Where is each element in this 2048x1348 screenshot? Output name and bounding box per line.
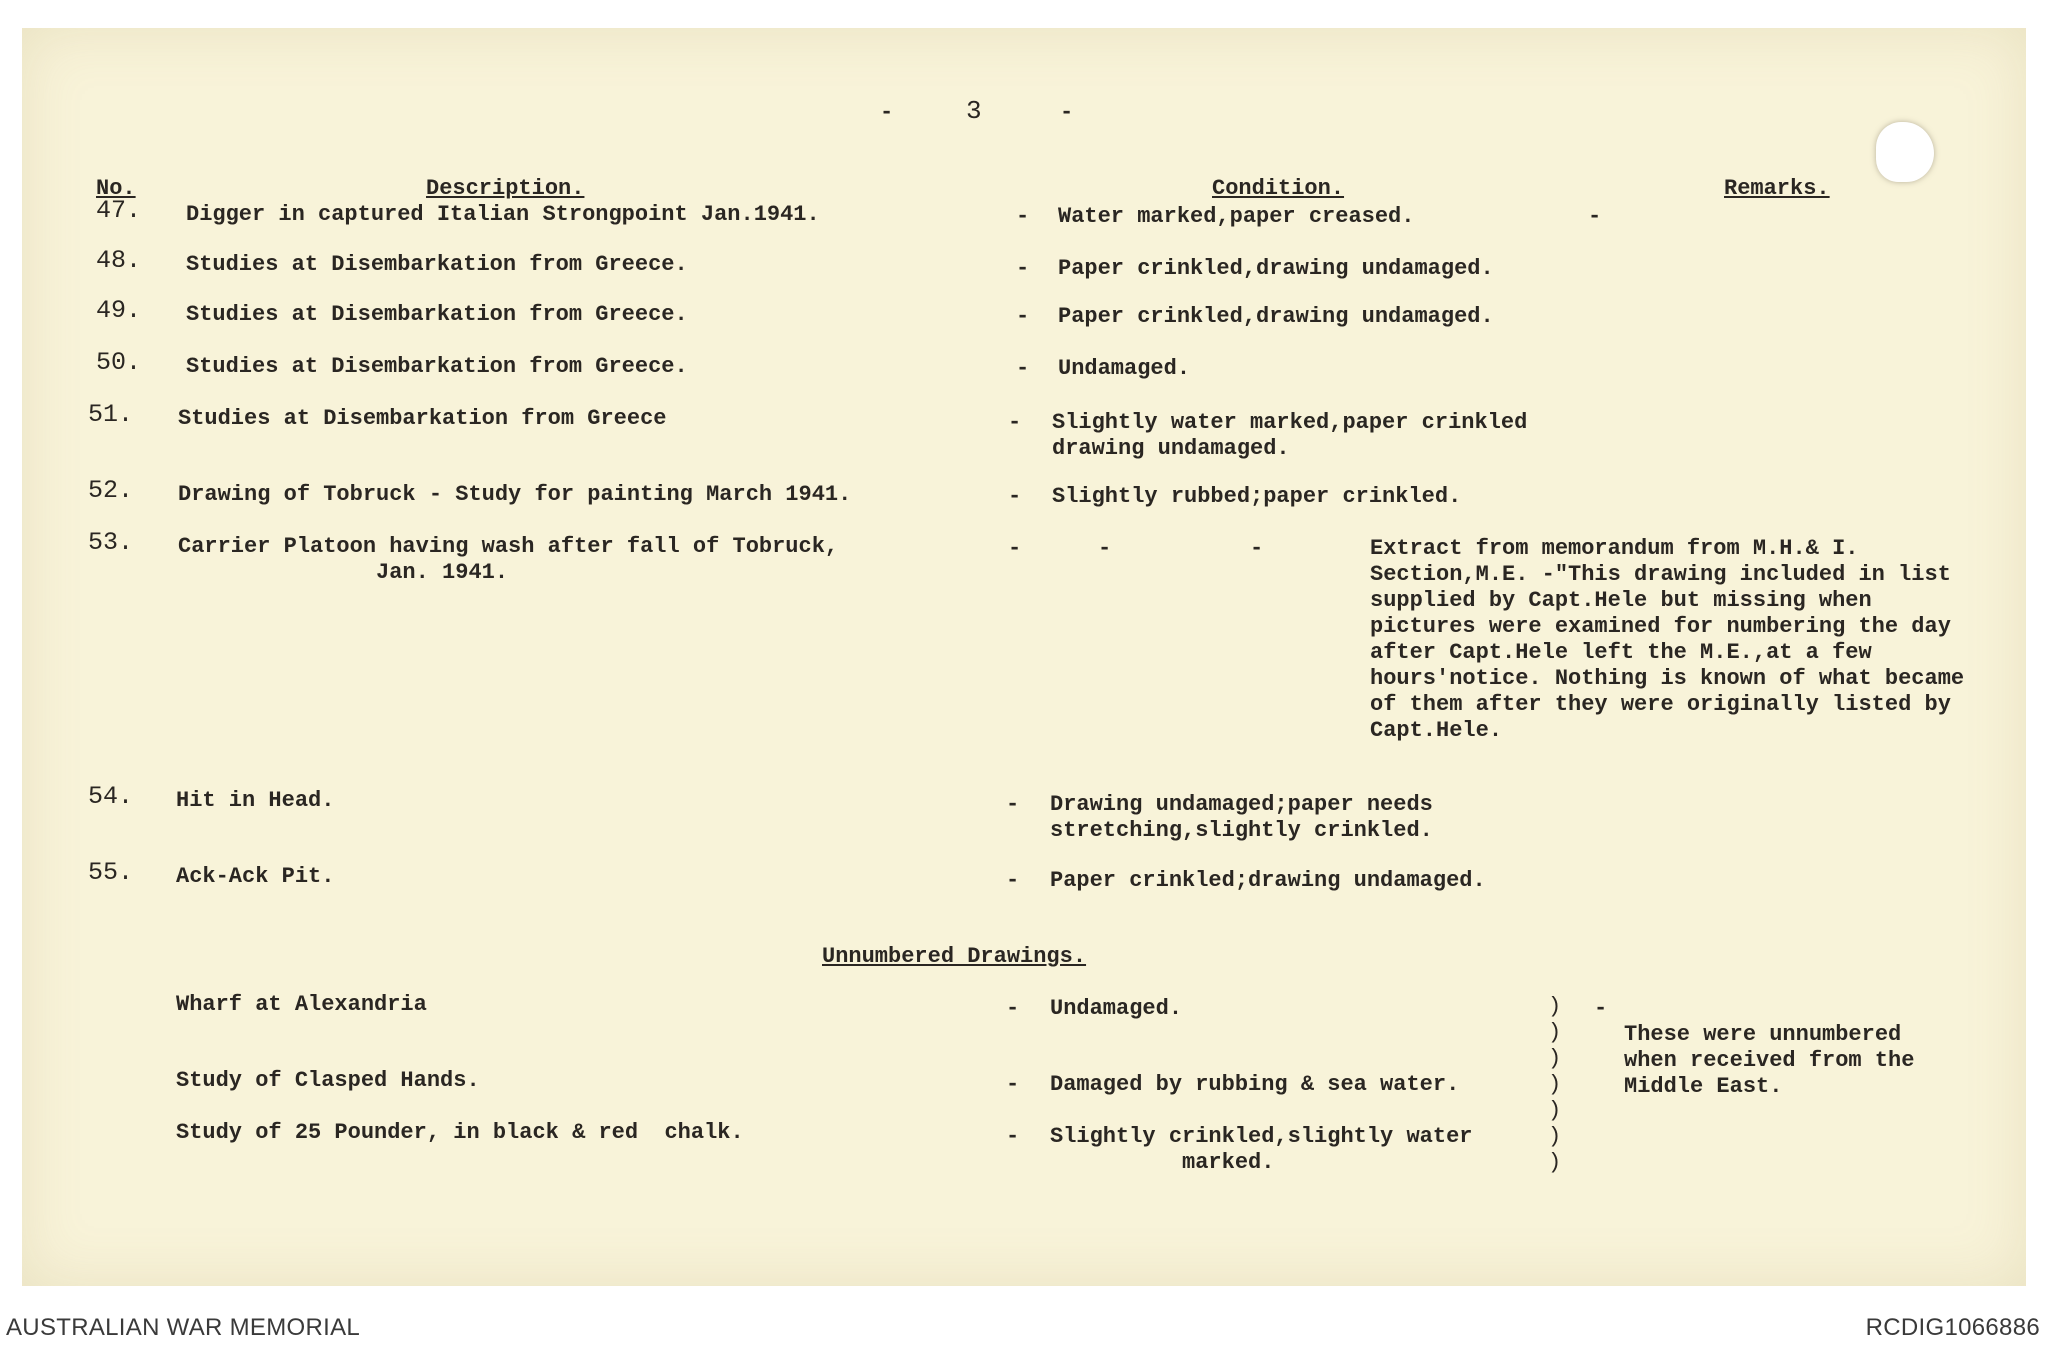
separator-dash: - <box>1008 484 1022 509</box>
item-number: 48. <box>96 246 142 275</box>
item-condition: Paper crinkled,drawing undamaged. <box>1058 256 1494 281</box>
page-number-dash-right: - <box>1060 100 1074 125</box>
unnumbered-condition: Slightly crinkled,slightly water marked. <box>1050 1124 1473 1175</box>
unnumbered-condition: Damaged by rubbing & sea water. <box>1050 1072 1460 1097</box>
item-condition: Undamaged. <box>1058 356 1191 381</box>
footer-reference-id: RCDIG1066886 <box>1865 1314 2040 1341</box>
item-number: 53. <box>88 528 134 557</box>
item-number: 55. <box>88 858 134 887</box>
unnumbered-description: Study of 25 Pounder, in black & red chalk. <box>176 1120 744 1145</box>
separator-dash: - <box>1006 868 1020 893</box>
item-number: 47. <box>96 196 142 225</box>
separator-dash: - <box>1008 536 1022 561</box>
item-description: Hit in Head. <box>176 788 335 813</box>
item-condition: - <box>1098 536 1112 561</box>
header-remarks: Remarks. <box>1724 176 1830 201</box>
item-condition: Paper crinkled,drawing undamaged. <box>1058 304 1494 329</box>
unnumbered-description: Wharf at Alexandria <box>176 992 427 1017</box>
unnumbered-description: Study of Clasped Hands. <box>176 1068 480 1093</box>
item-remark: - <box>1588 204 1602 229</box>
item-number: 51. <box>88 400 134 429</box>
page-number-dash-left: - <box>880 100 894 125</box>
item-description: Studies at Disembarkation from Greece. <box>186 302 688 327</box>
separator-dash: - <box>1016 256 1030 281</box>
item-condition: Paper crinkled;drawing undamaged. <box>1050 868 1486 893</box>
header-no: No. <box>96 176 136 201</box>
item-description: Studies at Disembarkation from Greece. <box>186 252 688 277</box>
item-description: Studies at Disembarkation from Greece <box>178 406 667 431</box>
separator-dash: - <box>1006 792 1020 817</box>
paper-tear <box>1876 122 1934 182</box>
item-condition: Slightly water marked,paper crinkled drawing undamaged. <box>1052 410 1528 461</box>
separator-dash: - <box>1594 996 1608 1021</box>
separator-dash: - <box>1016 204 1030 229</box>
separator-dash: - <box>1016 304 1030 329</box>
separator-dash: - <box>1016 356 1030 381</box>
item-number: 54. <box>88 782 134 811</box>
header-description: Description. <box>426 176 585 201</box>
item-description: Carrier Platoon having wash after fall of Tobruck, Jan. 1941. <box>178 534 839 585</box>
item-condition: Slightly rubbed;paper crinkled. <box>1052 484 1462 509</box>
item-description: Ack-Ack Pit. <box>176 864 335 889</box>
header-condition: Condition. <box>1212 176 1345 201</box>
separator-dash: - <box>1006 996 1020 1021</box>
separator-dash: - <box>1008 410 1022 435</box>
item-remark: Extract from memorandum from M.H.& I. Section,M.E. -"This drawing included in list supplied by Capt.Hele but missing when pictures were examined for numbering the day after Capt.Hele left the M.E.,at a few hours'notice. Nothing is known of what became of them after they were originally listed by Capt.Hele. <box>1370 536 1965 743</box>
item-condition: Drawing undamaged;paper needs stretching,slightly crinkled. <box>1050 792 1433 843</box>
item-number: 50. <box>96 348 142 377</box>
item-condition-dash: - <box>1250 536 1264 561</box>
unnumbered-condition: Undamaged. <box>1050 996 1183 1021</box>
item-description: Studies at Disembarkation from Greece. <box>186 354 688 379</box>
unnumbered-remark: These were unnumbered when received from the Middle East. <box>1624 1022 1915 1099</box>
item-number: 52. <box>88 476 134 505</box>
item-description: Digger in captured Italian Strongpoint Jan.1941. <box>186 202 820 227</box>
page-number: 3 <box>966 96 982 126</box>
unnumbered-heading: Unnumbered Drawings. <box>822 944 1087 969</box>
item-number: 49. <box>96 296 142 325</box>
item-condition: Water marked,paper creased. <box>1058 204 1415 229</box>
separator-dash: - <box>1006 1072 1020 1097</box>
separator-dash: - <box>1006 1124 1020 1149</box>
footer-credit: AUSTRALIAN WAR MEMORIAL <box>6 1314 361 1341</box>
item-description: Drawing of Tobruck - Study for painting March 1941. <box>178 482 852 507</box>
